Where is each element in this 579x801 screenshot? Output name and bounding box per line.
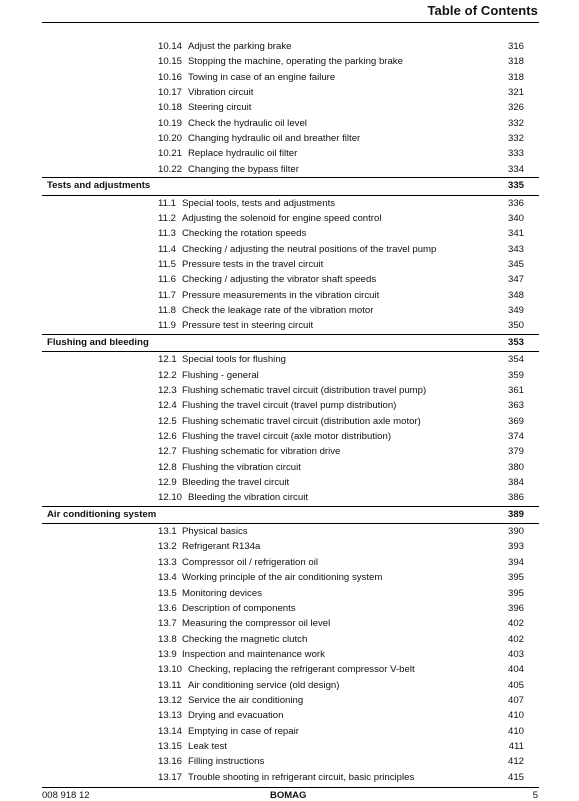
entry-number: 13.6 (158, 602, 177, 614)
entry-number: 12.4 (158, 400, 177, 412)
entry-number: 11.6 (158, 274, 176, 286)
entry-title: Inspection and maintenance work (182, 648, 325, 660)
entry-title: Towing in case of an engine failure (188, 71, 336, 83)
toc-entry[interactable] (0, 383, 579, 398)
entry-page-number: 410 (507, 710, 524, 722)
entry-number: 13.4 (158, 572, 177, 584)
entry-number: 10.17 (158, 87, 183, 99)
section-page-number: 389 (507, 508, 524, 520)
entry-number: 13.14 (158, 725, 183, 737)
entry-page-number: 402 (507, 633, 524, 645)
entry-page-number: 379 (507, 446, 524, 458)
entry-page-number: 393 (507, 541, 524, 553)
toc-entry[interactable] (0, 352, 579, 367)
page-number: 5 (532, 790, 538, 801)
entry-page-number: 407 (507, 694, 524, 706)
entry-number: 13.1 (158, 526, 177, 538)
toc-entry[interactable] (0, 196, 579, 211)
toc-entry[interactable] (0, 475, 579, 490)
entry-page-number: 350 (507, 320, 524, 332)
footer-divider (42, 787, 539, 788)
entry-title: Flushing schematic travel circuit (distribution axle motor) (182, 415, 421, 427)
entry-page-number: 394 (507, 556, 524, 568)
toc-entry[interactable] (0, 524, 579, 539)
entry-number: 13.11 (158, 679, 182, 691)
entry-number: 13.3 (158, 556, 177, 568)
toc-entry[interactable] (0, 586, 579, 601)
entry-title: Air conditioning service (old design) (188, 679, 340, 691)
entry-number: 13.13 (158, 710, 183, 722)
entry-number: 12.1 (158, 354, 177, 366)
entry-title: Changing hydraulic oil and breather filter (188, 133, 361, 145)
entry-page-number: 384 (507, 476, 524, 488)
toc-entry[interactable] (0, 490, 579, 505)
toc-entry[interactable] (0, 100, 579, 115)
toc-entry[interactable] (0, 242, 579, 257)
section-title: Flushing and bleeding (47, 336, 149, 348)
entry-page-number: 369 (507, 415, 524, 427)
entry-title: Pressure test in steering circuit (182, 320, 314, 332)
toc-entry[interactable] (0, 693, 579, 708)
toc-entry[interactable] (0, 616, 579, 631)
toc-entry[interactable] (0, 116, 579, 131)
entry-title: Changing the bypass filter (188, 163, 299, 175)
toc-section-heading[interactable] (0, 335, 579, 352)
toc-entry[interactable] (0, 647, 579, 662)
toc-entry[interactable] (0, 770, 579, 785)
entry-title: Adjusting the solenoid for engine speed control (182, 212, 382, 224)
entry-title: Flushing schematic travel circuit (distribution travel pump) (182, 384, 427, 396)
entry-number: 10.15 (158, 56, 183, 68)
header-divider (42, 22, 539, 23)
brand-name: BOMAG (270, 790, 307, 801)
entry-title: Flushing schematic for vibration drive (182, 446, 341, 458)
toc-entry[interactable] (0, 368, 579, 383)
entry-page-number: 361 (507, 384, 524, 396)
entry-number: 12.6 (158, 430, 177, 442)
toc-entry[interactable] (0, 131, 579, 146)
entry-page-number: 374 (507, 430, 524, 442)
section-title: Air conditioning system (47, 508, 157, 520)
entry-title: Drying and evacuation (188, 710, 284, 722)
entry-page-number: 318 (507, 56, 524, 68)
entry-page-number: 410 (507, 725, 524, 737)
entry-number: 10.18 (158, 102, 183, 114)
toc-entry[interactable] (0, 85, 579, 100)
toc-entry[interactable] (0, 318, 579, 333)
entry-number: 13.9 (158, 648, 177, 660)
entry-number: 10.22 (158, 163, 183, 175)
toc-entry[interactable] (0, 601, 579, 616)
toc-entry[interactable] (0, 288, 579, 303)
entry-page-number: 332 (507, 117, 524, 129)
entry-title: Bleeding the travel circuit (182, 476, 290, 488)
entry-page-number: 336 (507, 197, 524, 209)
entry-title: Adjust the parking brake (188, 41, 292, 52)
entry-page-number: 343 (507, 243, 524, 255)
entry-page-number: 333 (507, 148, 524, 160)
toc-entry[interactable] (0, 662, 579, 677)
entry-page-number: 340 (507, 212, 524, 224)
entry-page-number: 402 (507, 618, 524, 630)
entry-title: Flushing - general (182, 369, 259, 381)
entry-title: Flushing the travel circuit (travel pump distribution) (182, 400, 397, 412)
entry-number: 11.1 (158, 197, 176, 209)
entry-number: 13.2 (158, 541, 177, 553)
entry-title: Replace hydraulic oil filter (188, 148, 298, 160)
entry-page-number: 395 (507, 572, 524, 584)
entry-page-number: 347 (507, 274, 524, 286)
entry-title: Monitoring devices (182, 587, 262, 599)
toc-entry[interactable] (0, 272, 579, 287)
entry-page-number: 412 (507, 756, 524, 768)
entry-title: Refrigerant R134a (182, 541, 261, 553)
entry-page-number: 348 (507, 289, 524, 301)
entry-page-number: 334 (507, 163, 524, 175)
entry-page-number: 326 (507, 102, 524, 114)
section-page-number: 335 (507, 180, 524, 192)
entry-title: Trouble shooting in refrigerant circuit, basic principles (188, 771, 415, 783)
entry-number: 13.5 (158, 587, 177, 599)
entry-number: 11.7 (158, 289, 176, 301)
toc-entry[interactable] (0, 539, 579, 554)
entry-page-number: 345 (507, 258, 524, 270)
entry-title: Steering circuit (188, 102, 252, 114)
toc-entry[interactable] (0, 398, 579, 413)
toc-entry[interactable] (0, 429, 579, 444)
toc-entry[interactable] (0, 678, 579, 693)
toc-entry[interactable] (0, 632, 579, 647)
entry-page-number: 332 (507, 133, 524, 145)
entry-title: Emptying in case of repair (188, 725, 299, 737)
toc-entry[interactable] (0, 708, 579, 723)
entry-number: 12.10 (158, 492, 183, 504)
toc-section-heading[interactable] (0, 507, 579, 524)
entry-number: 13.16 (158, 756, 183, 768)
entry-title: Flushing the vibration circuit (182, 461, 301, 473)
entry-number: 12.3 (158, 384, 177, 396)
entry-title: Description of components (182, 602, 296, 614)
entry-number: 13.15 (158, 740, 183, 752)
entry-number: 11.9 (158, 320, 176, 332)
entry-title: Check the hydraulic oil level (188, 117, 307, 129)
page-title: Table of Contents (427, 3, 538, 18)
table-of-contents (0, 39, 579, 785)
entry-title: Pressure tests in the travel circuit (182, 258, 324, 270)
entry-title: Working principle of the air conditioning system (182, 572, 383, 584)
section-page-number: 353 (507, 336, 524, 348)
entry-number: 11.4 (158, 243, 176, 255)
toc-entry[interactable] (0, 70, 579, 85)
entry-title: Vibration circuit (188, 87, 254, 99)
entry-number: 12.7 (158, 446, 177, 458)
entry-number: 11.3 (158, 228, 176, 240)
entry-page-number: 359 (507, 369, 524, 381)
entry-number: 13.7 (158, 618, 177, 630)
entry-page-number: 405 (507, 679, 524, 691)
entry-page-number: 411 (508, 740, 524, 752)
entry-page-number: 363 (507, 400, 524, 412)
entry-page-number: 390 (507, 526, 524, 538)
entry-number: 10.21 (158, 148, 183, 160)
entry-title: Filling instructions (188, 756, 265, 768)
entry-title: Stopping the machine, operating the parking brake (188, 56, 403, 68)
entry-title: Checking the rotation speeds (182, 228, 307, 240)
entry-title: Checking, replacing the refrigerant compressor V-belt (188, 664, 415, 676)
entry-title: Compressor oil / refrigeration oil (182, 556, 318, 568)
toc-entry[interactable] (0, 414, 579, 429)
toc-entry[interactable] (0, 739, 579, 754)
entry-title: Bleeding the vibration circuit (188, 492, 308, 504)
entry-number: 10.20 (158, 133, 183, 145)
toc-entry[interactable] (0, 211, 579, 226)
toc-entry[interactable] (0, 724, 579, 739)
entry-title: Check the leakage rate of the vibration motor (182, 305, 374, 316)
entry-number: 10.14 (158, 41, 183, 52)
entry-page-number: 415 (507, 771, 524, 783)
entry-title: Leak test (188, 740, 227, 752)
entry-page-number: 316 (507, 41, 524, 52)
entry-title: Special tools for flushing (182, 354, 286, 366)
toc-entry[interactable] (0, 39, 579, 54)
entry-title: Flushing the travel circuit (axle motor distribution) (182, 430, 392, 442)
section-title: Tests and adjustments (47, 180, 151, 192)
toc-entry[interactable] (0, 257, 579, 272)
toc-entry[interactable] (0, 146, 579, 161)
entry-page-number: 354 (507, 354, 524, 366)
toc-entry[interactable] (0, 555, 579, 570)
toc-entry[interactable] (0, 460, 579, 475)
entry-number: 10.19 (158, 117, 183, 129)
entry-title: Physical basics (182, 526, 248, 538)
entry-page-number: 318 (507, 71, 524, 83)
entry-title: Service the air conditioning (188, 694, 304, 706)
entry-page-number: 341 (507, 228, 524, 240)
entry-number: 12.8 (158, 461, 177, 473)
entry-title: Measuring the compressor oil level (182, 618, 331, 630)
toc-entry[interactable] (0, 162, 579, 177)
entry-number: 11.2 (158, 212, 176, 224)
entry-page-number: 403 (507, 648, 524, 660)
entry-number: 11.8 (158, 305, 176, 316)
entry-title: Checking / adjusting the neutral positions of the travel pump (182, 243, 437, 255)
entry-number: 12.5 (158, 415, 177, 427)
toc-entry[interactable] (0, 444, 579, 459)
toc-section-heading[interactable] (0, 178, 579, 195)
entry-page-number: 395 (507, 587, 524, 599)
entry-number: 13.10 (158, 664, 183, 676)
entry-page-number: 349 (507, 305, 524, 316)
entry-page-number: 404 (507, 664, 524, 676)
entry-number: 11.5 (158, 258, 176, 270)
entry-title: Special tools, tests and adjustments (182, 197, 336, 209)
toc-entry[interactable] (0, 570, 579, 585)
entry-number: 13.8 (158, 633, 177, 645)
entry-number: 12.2 (158, 369, 177, 381)
entry-title: Checking / adjusting the vibrator shaft speeds (182, 274, 377, 286)
entry-title: Pressure measurements in the vibration circuit (182, 289, 380, 301)
toc-entry[interactable] (0, 54, 579, 69)
entry-page-number: 321 (507, 87, 524, 99)
entry-number: 12.9 (158, 476, 177, 488)
entry-page-number: 386 (507, 492, 524, 504)
document-number: 008 918 12 (42, 790, 90, 801)
entry-page-number: 380 (507, 461, 524, 473)
entry-number: 13.17 (158, 771, 183, 783)
entry-number: 13.12 (158, 694, 183, 706)
toc-entry[interactable] (0, 754, 579, 769)
toc-entry[interactable] (0, 303, 579, 318)
entry-number: 10.16 (158, 71, 183, 83)
toc-entry[interactable] (0, 226, 579, 241)
entry-title: Checking the magnetic clutch (182, 633, 308, 645)
entry-page-number: 396 (507, 602, 524, 614)
